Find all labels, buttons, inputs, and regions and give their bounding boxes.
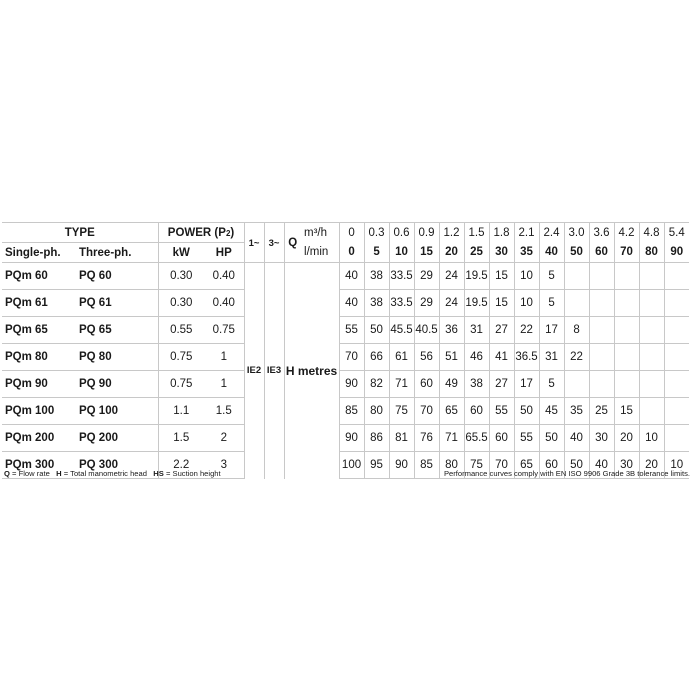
head-value: 8 [564,317,589,344]
head-value [614,371,639,398]
head-value [639,371,664,398]
head-value: 15 [489,263,514,290]
head-value: 55 [339,317,364,344]
head-value: 60 [464,398,489,425]
head-value: 33.5 [389,290,414,317]
power-hp: 3 [204,452,244,479]
lmin-unit: l/min [304,246,329,259]
head-value: 24 [439,263,464,290]
lmin-value: 0 [339,243,364,263]
head-value: 10 [639,425,664,452]
head-value: 65 [439,398,464,425]
one-phase-header: 1~ [244,223,264,263]
head-value: 70 [339,344,364,371]
q-header: Q [284,223,301,263]
single-phase-model: PQm 300 [2,452,76,479]
head-value [589,263,614,290]
header-row-2 [2,243,689,263]
head-value: 71 [439,425,464,452]
head-value: 80 [439,452,464,479]
kw-header: kW [158,243,204,263]
single-phase-model: PQm 80 [2,344,76,371]
head-value: 41 [489,344,514,371]
head-value [564,290,589,317]
head-value: 81 [389,425,414,452]
head-value: 100 [339,452,364,479]
head-value [589,317,614,344]
head-value [614,263,639,290]
head-value: 15 [614,398,639,425]
head-value: 20 [639,452,664,479]
head-value: 40 [589,452,614,479]
three-phase-model: PQ 65 [76,317,158,344]
head-value: 46 [464,344,489,371]
head-value: 70 [414,398,439,425]
lmin-value: 60 [589,243,614,263]
head-value: 17 [514,371,539,398]
footer-legend: Q = Flow rate H = Total manometric head HS = Suction height [4,469,221,478]
type-header: TYPE [2,223,158,243]
head-value: 70 [489,452,514,479]
three-phase-model: PQ 100 [76,398,158,425]
head-value: 5 [539,371,564,398]
m3h-value: 0 [339,223,364,243]
three-phase-header: 3~ [264,223,284,263]
head-value [664,263,689,290]
ie2-class: IE2 [244,263,264,479]
power-kw: 0.75 [158,371,204,398]
head-value: 25 [589,398,614,425]
single-phase-model: PQm 200 [2,425,76,452]
lmin-value: 30 [489,243,514,263]
m3h-value: 0.3 [364,223,389,243]
head-value [614,290,639,317]
table-row [2,344,689,371]
m3h-value: 4.2 [614,223,639,243]
power-hp: 2 [204,425,244,452]
head-value: 50 [364,317,389,344]
lmin-value: 90 [664,243,689,263]
head-value: 36 [439,317,464,344]
power-kw: 1.5 [158,425,204,452]
three-phase-model: PQ 80 [76,344,158,371]
m3h-unit: m³/h [301,223,339,243]
m3h-value: 2.4 [539,223,564,243]
head-value: 65.5 [464,425,489,452]
head-value: 40 [339,290,364,317]
head-value: 90 [339,425,364,452]
three-ph-header: Three-ph. [79,246,132,259]
head-value: 10 [664,452,689,479]
single-ph-header: Single-ph. [5,246,61,259]
head-value: 36.5 [514,344,539,371]
head-value: 95 [364,452,389,479]
table-row [2,290,689,317]
head-value [589,344,614,371]
single-phase-model: PQm 100 [2,398,76,425]
power-hp: 0.75 [204,317,244,344]
head-value: 5 [539,263,564,290]
head-value: 86 [364,425,389,452]
head-value: 85 [414,452,439,479]
h-metres-label: H metres [284,263,339,479]
lmin-value: 10 [389,243,414,263]
m3h-value: 2.1 [514,223,539,243]
head-value [664,371,689,398]
power-header: POWER (P2) [158,223,244,243]
head-value [564,371,589,398]
hp-header: HP [215,246,232,259]
head-value [589,371,614,398]
m3h-value: 5.4 [664,223,689,243]
head-value: 40 [339,263,364,290]
m3h-value: 0.9 [414,223,439,243]
head-value: 30 [614,452,639,479]
m3h-value: 1.8 [489,223,514,243]
head-value: 33.5 [389,263,414,290]
head-value: 30 [589,425,614,452]
head-value: 45.5 [389,317,414,344]
lmin-value: 5 [364,243,389,263]
head-value: 55 [489,398,514,425]
head-value: 31 [539,344,564,371]
head-value [664,317,689,344]
single-phase-model: PQm 60 [2,263,76,290]
head-value: 90 [389,452,414,479]
lmin-value: 70 [614,243,639,263]
head-value: 40 [564,425,589,452]
lmin-value: 15 [414,243,439,263]
power-kw: 2.2 [158,452,204,479]
head-value: 56 [414,344,439,371]
head-value: 50 [539,425,564,452]
lmin-value: 50 [564,243,589,263]
power-kw: 0.55 [158,317,204,344]
head-value [664,398,689,425]
power-hp: 1.5 [204,398,244,425]
header-row-1 [2,223,689,243]
head-value [664,344,689,371]
pump-performance-table [2,222,689,479]
lmin-value: 25 [464,243,489,263]
three-phase-model: PQ 60 [76,263,158,290]
power-hp: 0.40 [204,290,244,317]
single-phase-model: PQm 90 [2,371,76,398]
head-value: 55 [514,425,539,452]
head-value: 80 [364,398,389,425]
head-value: 27 [489,371,514,398]
m3h-value: 4.8 [639,223,664,243]
head-value: 19.5 [464,263,489,290]
head-value: 51 [439,344,464,371]
head-value: 17 [539,317,564,344]
power-hp: 1 [204,344,244,371]
head-value: 22 [514,317,539,344]
head-value: 90 [339,371,364,398]
head-value [639,398,664,425]
head-value [614,344,639,371]
head-value: 65 [514,452,539,479]
head-value [564,263,589,290]
lmin-value: 20 [439,243,464,263]
lmin-value: 80 [639,243,664,263]
head-value: 19.5 [464,290,489,317]
table-row [2,425,689,452]
lmin-value: 35 [514,243,539,263]
head-value: 24 [439,290,464,317]
head-value: 61 [389,344,414,371]
head-value: 31 [464,317,489,344]
single-phase-model: PQm 61 [2,290,76,317]
head-value: 50 [564,452,589,479]
lmin-value: 40 [539,243,564,263]
head-value: 45 [539,398,564,425]
head-value: 22 [564,344,589,371]
m3h-value: 0.6 [389,223,414,243]
table-row [2,398,689,425]
three-phase-model: PQ 90 [76,371,158,398]
head-value: 20 [614,425,639,452]
head-value: 60 [414,371,439,398]
head-value: 38 [364,263,389,290]
head-value [639,344,664,371]
head-value: 71 [389,371,414,398]
single-phase-model: PQm 65 [2,317,76,344]
head-value [639,290,664,317]
power-kw: 0.30 [158,263,204,290]
power-hp: 0.40 [204,263,244,290]
head-value: 66 [364,344,389,371]
ie3-class: IE3 [264,263,284,479]
head-value [639,317,664,344]
head-value: 49 [439,371,464,398]
head-value: 40.5 [414,317,439,344]
power-kw: 1.1 [158,398,204,425]
head-value: 29 [414,263,439,290]
head-value: 15 [489,290,514,317]
head-value: 82 [364,371,389,398]
head-value: 75 [389,398,414,425]
head-value: 27 [489,317,514,344]
head-value: 38 [364,290,389,317]
head-value [664,290,689,317]
head-value: 35 [564,398,589,425]
head-value: 75 [464,452,489,479]
m3h-value: 1.2 [439,223,464,243]
head-value [589,290,614,317]
head-value: 38 [464,371,489,398]
three-phase-model: PQ 200 [76,425,158,452]
head-value [639,263,664,290]
head-value: 29 [414,290,439,317]
power-kw: 0.75 [158,344,204,371]
three-phase-model: PQ 300 [76,452,158,479]
head-value: 85 [339,398,364,425]
power-kw: 0.30 [158,290,204,317]
head-value: 76 [414,425,439,452]
footer-compliance-note: Performance curves comply with EN ISO 9906 Grade 3B tolerance limits. [443,469,690,478]
head-value: 5 [539,290,564,317]
three-phase-model: PQ 61 [76,290,158,317]
head-value: 60 [539,452,564,479]
head-value [664,425,689,452]
m3h-value: 3.6 [589,223,614,243]
head-value: 10 [514,263,539,290]
m3h-value: 1.5 [464,223,489,243]
m3h-value: 3.0 [564,223,589,243]
head-value: 60 [489,425,514,452]
head-value: 50 [514,398,539,425]
head-value: 10 [514,290,539,317]
table-row [2,317,689,344]
head-value [614,317,639,344]
table-row [2,371,689,398]
power-hp: 1 [204,371,244,398]
table-row [2,263,689,290]
